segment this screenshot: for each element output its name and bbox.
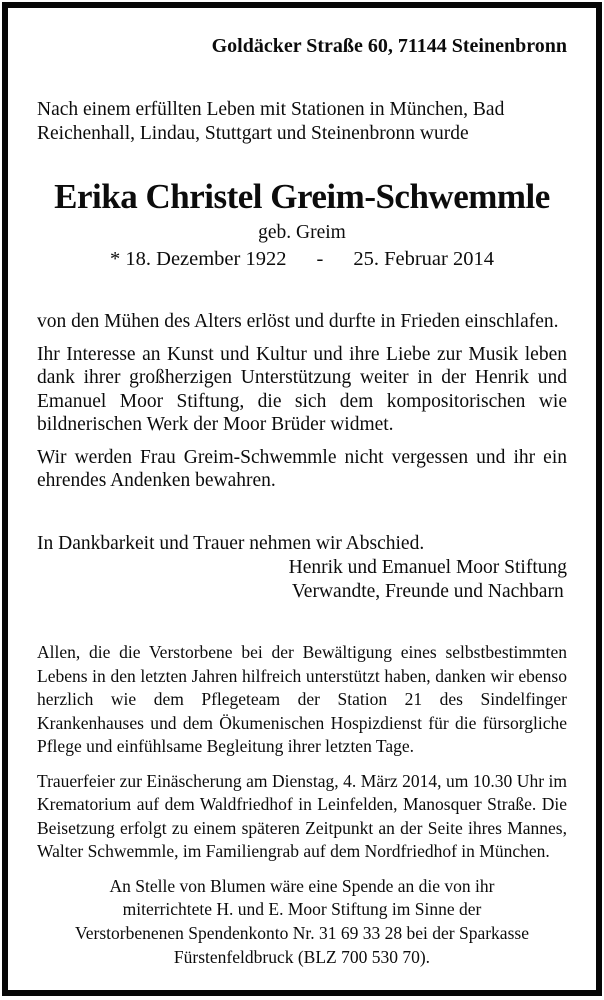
obituary-paragraph: Ihr Interesse an Kunst und Kultur und ihre Liebe zur Musik leben dank ihrer großherzigen Unterstützung weiter in der Henrik und Emanuel Moor Stiftung, die sich dem kompositorischen wie bildnerischen Werk der Moor Brüder widmet. <box>37 343 567 435</box>
acknowledgement-paragraph: Allen, die die Verstorbene bei der Bewältigung eines selbstbestimmten Lebens in den letzten Jahren hilfreich unterstützt haben, danken wir ebenso herzlich wie dem Pflegeteam der Station 21 des Sindelfinger Krankenhauses und dem Ökumenischen Hospizdienst für die fürsorgliche Pflege und einfühlsame Begleitung ihrer letzten Tage. <box>37 642 567 756</box>
farewell-line: In Dankbarkeit und Trauer nehmen wir Abschied. <box>37 532 425 554</box>
obituary-paragraph: von den Mühen des Alters erlöst und durfte in Frieden einschlafen. <box>37 311 559 332</box>
intro-paragraph: Nach einem erfüllten Leben mit Stationen in München, Bad Reichenhall, Lindau, Stuttgart und Steinenbronn wurde <box>37 99 505 144</box>
maiden-name: geb. Greim <box>258 222 346 243</box>
birth-date: * 18. Dezember 1922 <box>110 248 287 270</box>
mourner-line: Verwandte, Freunde und Nachbarn <box>291 581 564 602</box>
life-dates <box>37 246 567 272</box>
donation-paragraph: An Stelle von Blumen wäre eine Spende an die von ihr miterrichtete H. und E. Moor Stiftung im Sinne der Verstorbenenen Spendenkonto Nr. 31 69 33 28 bei der Sparkasse Fürstenfeldbruck (BLZ 700 530 70). <box>75 875 529 967</box>
mourner-line: Henrik und Emanuel Moor Stiftung <box>288 557 567 578</box>
dates-separator: - <box>316 248 324 270</box>
death-date: 25. Februar 2014 <box>353 248 494 270</box>
funeral-details-paragraph: Trauerfeier zur Einäscherung am Dienstag, 4. März 2014, um 10.30 Uhr im Krematorium auf dem Waldfriedhof in Leinfelden, Manosquer Straße. Die Beisetzung erfolgt zu einem späteren Zeitpunkt an der Seite ihres Mannes, Walter Schwemmle, im Familiengrab auf dem Nordfriedhof in München. <box>37 770 567 861</box>
mourners-block <box>289 556 567 604</box>
obituary-paragraph: Wir werden Frau Greim-Schwemmle nicht vergessen und ihr ein ehrendes Andenken bewahren. <box>37 446 567 491</box>
notice-frame <box>2 2 602 996</box>
address-line: Goldäcker Straße 60, 71144 Steinenbronn <box>211 35 567 57</box>
deceased-name: Erika Christel Greim-Schwemmle <box>54 177 550 216</box>
